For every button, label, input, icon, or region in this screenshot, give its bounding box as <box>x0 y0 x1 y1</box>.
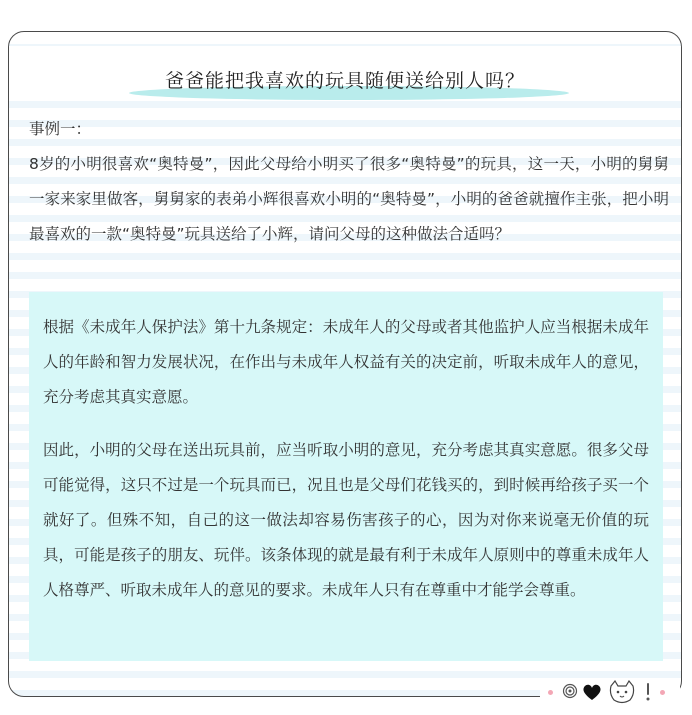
swirl-icon <box>562 683 578 699</box>
answer-box <box>29 292 663 661</box>
content-card <box>8 31 682 697</box>
dot-icon <box>660 690 665 695</box>
dot-icon <box>548 690 553 695</box>
exclamation-icon <box>644 682 652 702</box>
case-text: 8岁的小明很喜欢“奥特曼”，因此父母给小明买了很多“奥特曼”的玩具，这一天，小明的舅舅一家来家里做客，舅舅家的表弟小辉很喜欢小明的“奥特曼”，小明的爸爸就擅作主张，把小明最喜欢的一款“奥特曼”玩具送给了小辉，请问父母的这种做法合适吗？ <box>29 155 669 243</box>
heart-icon <box>582 683 602 701</box>
case-label: 事例一： <box>29 120 92 138</box>
footer-decoration <box>540 680 680 710</box>
answer-paragraph-2: 因此，小明的父母在送出玩具前，应当听取小明的意见，充分考虑其真实意愿。很多父母可能觉得，这只不过是一个玩具而已，况且也是父母们花钱买的，到时候再给孩子买一个就好了。但殊不知，自己的这一做法却容易伤害孩子的心，因为对你来说毫无价值的玩具，可能是孩子的朋友、玩伴。该条体现的就是最有利于未成年人原则中的尊重未成年人人格尊严、听取未成年人的意见的要求。未成年人只有在尊重中才能学会尊重。 <box>43 441 649 599</box>
title-area <box>9 46 681 96</box>
answer-paragraph-1: 根据《未成年人保护法》第十九条规定：未成年人的父母或者其他监护人应当根据未成年人的年龄和智力发展状况，在作出与未成年人权益有关的决定前，听取未成年人的意见，充分考虑其真实意愿。 <box>43 318 649 406</box>
cat-face-icon <box>608 680 636 704</box>
page-title: 爸爸能把我喜欢的玩具随便送给别人吗？ <box>164 70 525 92</box>
case-block <box>29 112 669 252</box>
